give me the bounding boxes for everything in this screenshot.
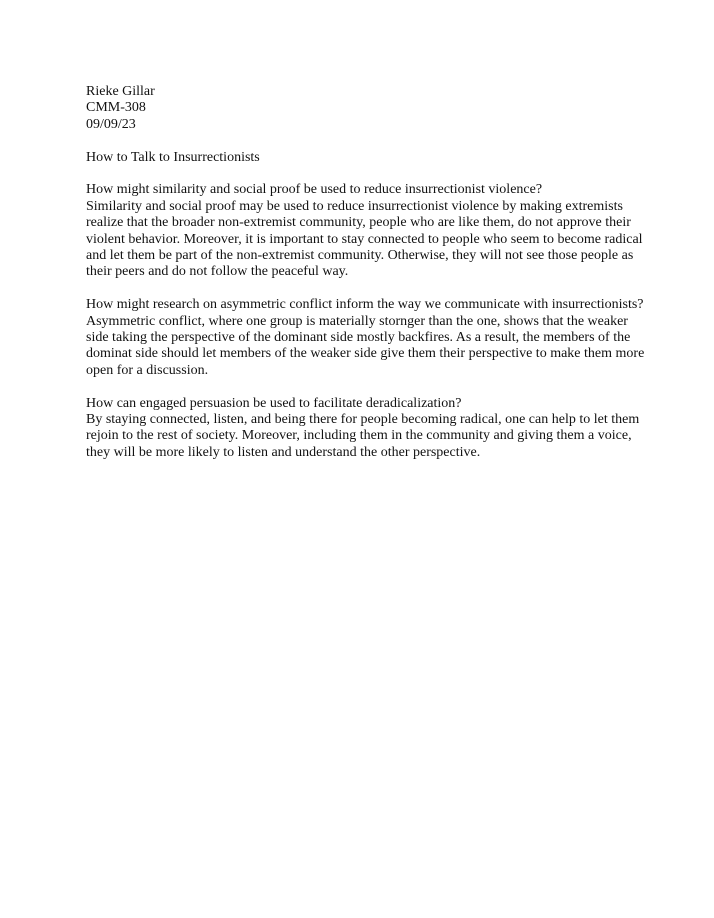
question-3: How can engaged persuasion be used to facilitate deradicalization?: [86, 395, 462, 411]
spacer: [86, 281, 646, 297]
question-1: How might similarity and social proof be used to reduce insurrectionist violence?: [86, 182, 543, 198]
author-name: Rieke Gillar: [86, 84, 155, 99]
course-code: CMM-308: [86, 100, 146, 116]
answer-2: Asymmetric conflict, where one group is materially stornger than the one, shows that the weaker side taking the perspective of the dominant side mostly backfires. As a result, the members of the dominat side should let members of the weaker side give them their perspective to make them more open for a discussion.: [86, 313, 645, 378]
spacer: [86, 133, 646, 149]
answer-3: By staying connected, listen, and being there for people becoming radical, one can help to let them rejoin to the rest of society. Moreover, including them in the community and giving them a voice, they will be more likely to listen and understand the other perspective.: [86, 412, 640, 460]
document-title: How to Talk to Insurrectionists: [86, 149, 260, 165]
spacer: [86, 166, 646, 182]
document-date: 09/09/23: [86, 116, 136, 132]
spacer: [86, 379, 646, 395]
document-body: [86, 84, 646, 461]
answer-1: Similarity and social proof may be used to reduce insurrectionist violence by making extremists realize that the broader non-extremist community, people who are like them, do not approve their violent behavior. Moreover, it is important to stay connected to people who seem to become radical and let them be part of the non-extremist community. Otherwise, they will not see those people as their peers and do not follow the peaceful way.: [86, 198, 643, 280]
question-2: How might research on asymmetric conflict inform the way we communicate with insurrectionists?: [86, 297, 644, 313]
